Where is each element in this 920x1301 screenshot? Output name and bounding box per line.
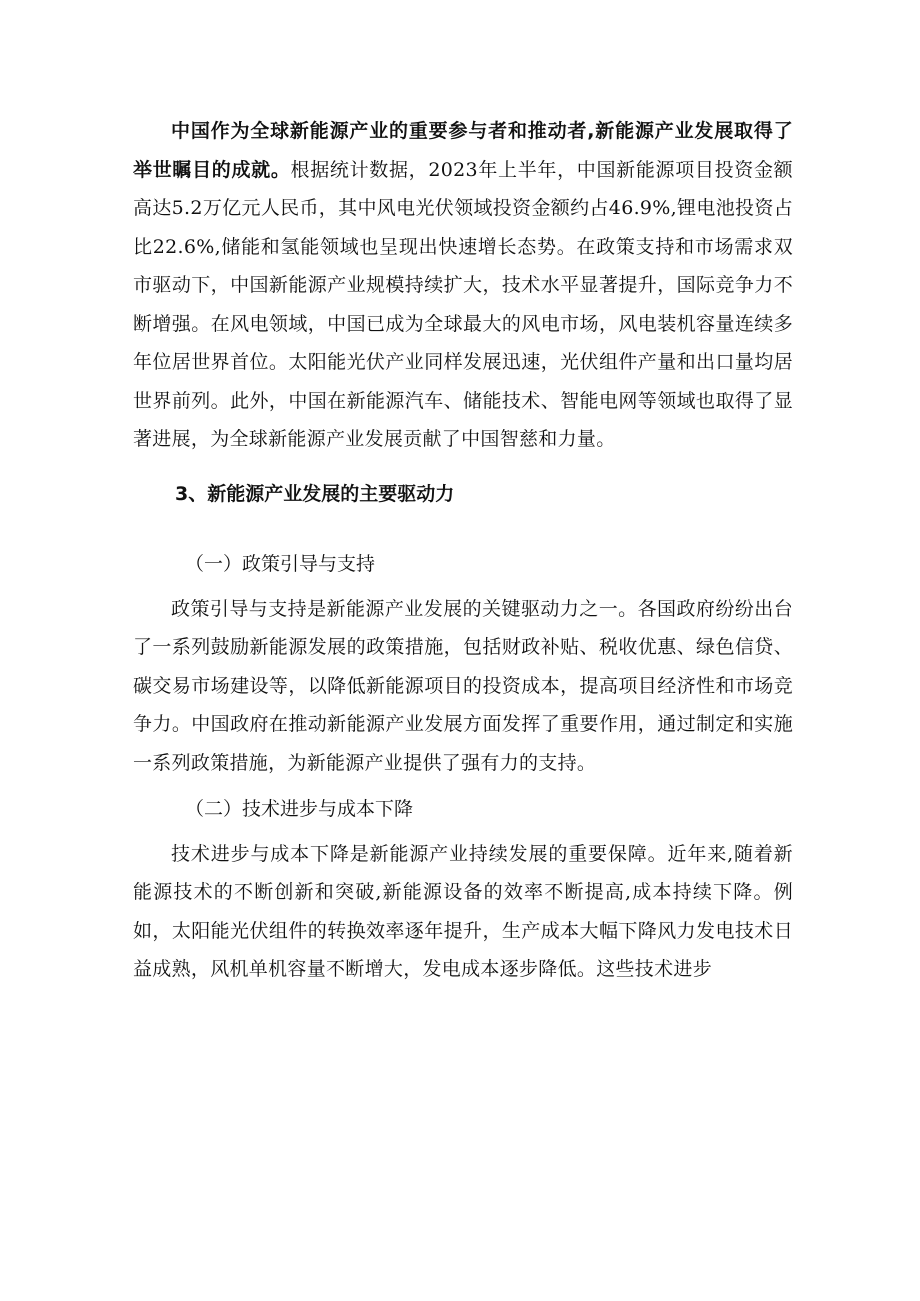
subsection-heading-policy: （一）政策引导与支持 (185, 553, 376, 575)
paragraph-body-text: 根据统计数据，2023年上半年，中国新能源项目投资金额高达5.2万亿元人民币，其中风电光伏领域投资金额约占46.9%,锂电池投资占比22.6%,储能和氢能领域也呈现出快速增长态势。在政策支持和市场需求双市驱动下，中国新能源产业规模持续扩大，技术水平显著提升，国际竞争力不断增强。在风电领域，中国已成为全球最大的风电市场，风电装机容量连续多年位居世界首位。太阳能光伏产业同样发展迅速，光伏组件产量和出口量均居世界前列。此外，中国在新能源汽车、储能技术、智能电网等领域也取得了显著进展，为全球新能源产业发展贡献了中国智慈和力量。 (133, 158, 793, 450)
paragraph-technology: 技术进步与成本下降是新能源产业持续发展的重要保障。近年来,随着新能源技术的不断创新和突破,新能源设备的效率不断提高,成本持续下降。例如，太阳能光伏组件的转换效率逐年提升，生产成本大幅下降风力发电技术日益成熟，风机单机容量不断增大，发电成本逐步降低。这些技术进步 (133, 842, 793, 980)
subsection-heading-technology: （二）技术进步与成本下降 (185, 798, 414, 820)
section-heading: 3、新能源产业发展的主要驱动力 (175, 482, 455, 505)
paragraph-lead-sentence: 中国作为全球新能源产业的重要参与者和推动者,新能源产业发展取得了举世瞩目的成就。 (133, 120, 793, 181)
paragraph-achievements (133, 112, 793, 459)
document-body (133, 112, 793, 989)
paragraph-policy: 政策引导与支持是新能源产业发展的关键驱动力之一。各国政府纷纷出台了一系列鼓励新能源发展的政策措施，包括财政补贴、税收优惠、绿色信贷、碳交易市场建设等，以降低新能源项目的投资成本，提高项目经济性和市场竞争力。中国政府在推动新能源产业发展方面发挥了重要作用，通过制定和实施一系列政策措施，为新能源产业提供了强有力的支持。 (133, 597, 793, 774)
